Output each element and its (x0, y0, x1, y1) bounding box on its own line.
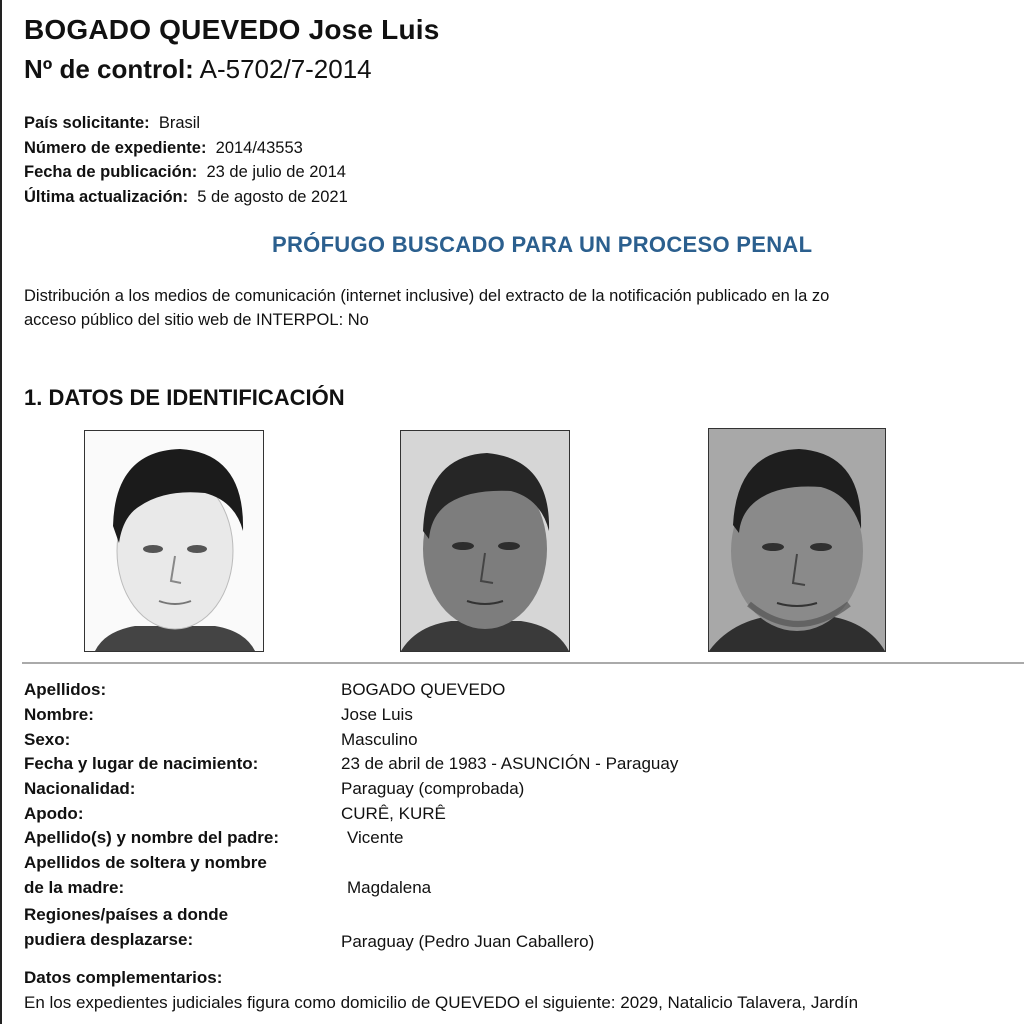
field-label-regions-line1: Regiones/países a donde (24, 905, 229, 924)
field-value-father: Vicente (347, 828, 404, 847)
field-label-regions-line2: pudiera desplazarse: (24, 930, 194, 949)
meta-label: Número de expediente: (24, 139, 207, 157)
field-value-nombre: Jose Luis (341, 705, 413, 724)
field-value-sexo: Masculino (341, 730, 418, 749)
field-label-sexo: Sexo: (24, 730, 71, 749)
photo-2 (400, 430, 570, 652)
page-left-border (0, 0, 2, 1024)
person-name-title: BOGADO QUEVEDO Jose Luis (24, 14, 440, 45)
face-photo-3-image (709, 429, 885, 651)
field-value-alias: CURÊ, KURÊ (341, 804, 446, 823)
field-value-nationality: Paraguay (comprobada) (341, 779, 525, 798)
field-label-nombre: Nombre: (24, 705, 94, 724)
field-value-apellidos: BOGADO QUEVEDO (341, 680, 506, 699)
field-label-mother-line2: de la madre: (24, 878, 125, 897)
photo-3 (708, 428, 886, 652)
meta-row-file-number (24, 139, 303, 158)
field-label-mother-line1: Apellidos de soltera y nombre (24, 853, 267, 872)
field-label-apellidos: Apellidos: (24, 680, 107, 699)
meta-label: Fecha de publicación: (24, 163, 198, 181)
section-separator (22, 662, 1024, 664)
meta-row-country (24, 114, 200, 133)
face-photo-1-image (85, 431, 263, 651)
distribution-text-line1: Distribución a los medios de comunicación (internet inclusive) del extracto de la notificación publicado en la zo (24, 287, 830, 305)
meta-value: 5 de agosto de 2021 (197, 188, 348, 206)
notice-heading: PRÓFUGO BUSCADO PARA UN PROCESO PENAL (272, 232, 813, 257)
control-label: Nº de control: (24, 54, 194, 84)
complementary-label: Datos complementarios: (24, 968, 223, 987)
field-value-birth: 23 de abril de 1983 - ASUNCIÓN - Paraguay (341, 754, 679, 773)
meta-value: 23 de julio de 2014 (206, 163, 346, 181)
meta-value: 2014/43553 (215, 139, 303, 157)
meta-row-last-update (24, 188, 348, 207)
distribution-text-line2: acceso público del sitio web de INTERPOL: No (24, 311, 369, 329)
field-label-birth: Fecha y lugar de nacimiento: (24, 754, 259, 773)
photo-1 (84, 430, 264, 652)
field-value-mother: Magdalena (347, 878, 432, 897)
section-title: 1. DATOS DE IDENTIFICACIÓN (24, 385, 345, 410)
complementary-text: En los expedientes judiciales figura como domicilio de QUEVEDO el siguiente: 2029, Natalicio Talavera, Jardín (24, 993, 859, 1012)
field-label-alias: Apodo: (24, 804, 84, 823)
control-number (24, 54, 372, 85)
field-label-father: Apellido(s) y nombre del padre: (24, 828, 280, 847)
meta-row-publication-date (24, 163, 346, 182)
meta-value: Brasil (158, 114, 201, 132)
field-label-nationality: Nacionalidad: (24, 779, 136, 798)
meta-label: Última actualización: (24, 188, 189, 206)
face-photo-2-image (401, 431, 569, 651)
control-value: A-5702/7-2014 (199, 54, 372, 84)
meta-label: País solicitante: (24, 114, 150, 132)
field-value-regions: Paraguay (Pedro Juan Caballero) (341, 932, 595, 951)
